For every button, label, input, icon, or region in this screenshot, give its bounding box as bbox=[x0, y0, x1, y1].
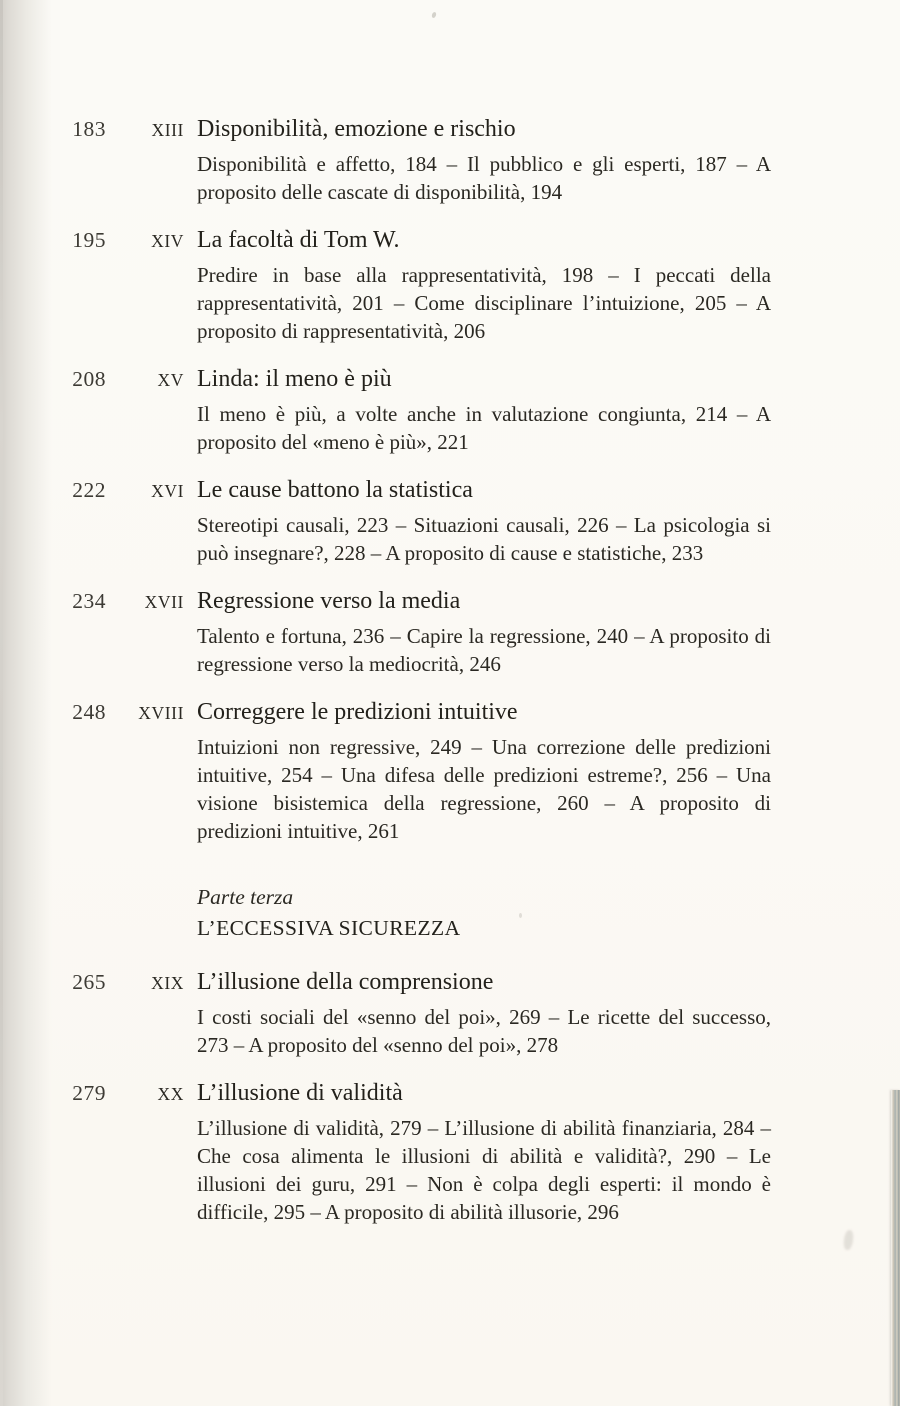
part-divider bbox=[197, 882, 772, 944]
entry-page-number: 265 bbox=[72, 970, 106, 994]
entry-head bbox=[60, 1076, 772, 1111]
entry-page-number: 183 bbox=[72, 117, 106, 141]
chapter-title: Le cause battono la statistica bbox=[197, 477, 473, 503]
page-edge-strip bbox=[891, 1090, 900, 1406]
chapter-title: L’illusione della comprensione bbox=[197, 969, 494, 995]
toc-entry-xix bbox=[60, 965, 772, 1059]
subsection-list: Stereotipi causali, 223 – Situazioni causali, 226 – La psicologia si può insegnare?, 228 – A proposito di cause e statistiche, 233 bbox=[197, 513, 771, 565]
entry-page-number: 195 bbox=[72, 228, 106, 252]
subsection-list: Disponibilità e affetto, 184 – Il pubblico e gli esperti, 187 – A proposito delle cascate di disponibilità, 194 bbox=[197, 152, 771, 204]
entry-head bbox=[60, 362, 772, 397]
subsection-list: Intuizioni non regressive, 249 – Una correzione delle predizioni intuitive, 254 – Una difesa delle predizioni estreme?, 256 – Una visione bisistemica della regressione, 260 – A proposito di predizioni intuitive, 261 bbox=[197, 735, 771, 843]
chapter-title: La facoltà di Tom W. bbox=[197, 227, 400, 253]
subsection-list: Talento e fortuna, 236 – Capire la regressione, 240 – A proposito di regressione verso la mediocrità, 246 bbox=[197, 624, 771, 676]
toc-entry-xx bbox=[60, 1076, 772, 1226]
entry-head bbox=[60, 223, 772, 258]
entry-head bbox=[60, 584, 772, 619]
toc-entry-xvi bbox=[60, 473, 772, 567]
chapter-numeral: XIII bbox=[151, 120, 184, 140]
chapter-title: Correggere le predizioni intuitive bbox=[197, 699, 518, 725]
entry-head bbox=[60, 965, 772, 1000]
entry-page-number: 208 bbox=[72, 367, 106, 391]
chapter-title: L’illusione di validità bbox=[197, 1080, 403, 1106]
chapter-numeral: XVI bbox=[151, 481, 184, 501]
table-of-contents bbox=[60, 112, 772, 1243]
book-gutter-shadow bbox=[0, 0, 52, 1406]
toc-entry-xviii bbox=[60, 695, 772, 845]
chapter-title: Regressione verso la media bbox=[197, 588, 461, 614]
entry-page-number: 248 bbox=[72, 700, 106, 724]
subsection-list: I costi sociali del «senno del poi», 269 – Le ricette del successo, 273 – A proposito del «senno del poi», 278 bbox=[197, 1005, 771, 1057]
chapter-numeral: XIX bbox=[151, 973, 184, 993]
entry-page-number: 222 bbox=[72, 478, 106, 502]
entry-head bbox=[60, 112, 772, 147]
chapter-numeral: XV bbox=[157, 370, 184, 390]
scan-smudge bbox=[843, 1229, 855, 1250]
chapter-numeral: XVIII bbox=[138, 703, 184, 723]
entry-page-number: 279 bbox=[72, 1081, 106, 1105]
chapter-numeral: XIV bbox=[151, 231, 184, 251]
scan-speck bbox=[431, 11, 437, 18]
subsection-list: Il meno è più, a volte anche in valutazione congiunta, 214 – A proposito del «meno è più», 221 bbox=[197, 402, 771, 454]
part-label: Parte terza bbox=[197, 885, 294, 909]
entry-head bbox=[60, 473, 772, 508]
part-title: L’ECCESSIVA SICUREZZA bbox=[197, 916, 461, 940]
chapter-numeral: XVII bbox=[144, 592, 184, 612]
toc-entry-xiv bbox=[60, 223, 772, 345]
toc-entry-xvii bbox=[60, 584, 772, 678]
subsection-list: L’illusione di validità, 279 – L’illusione di abilità finanziaria, 284 – Che cosa alimenta le illusioni di abilità e validità?, 290 – Le illusioni dei guru, 291 – Non è colpa degli esperti: il mondo è difficile, 295 – A proposito di abilità illusorie, 296 bbox=[197, 1116, 771, 1224]
subsection-list: Predire in base alla rappresentatività, 198 – I peccati della rappresentatività, 201 – Come disciplinare l’intuizione, 205 – A proposito di rappresentatività, 206 bbox=[197, 263, 771, 343]
chapter-title: Disponibilità, emozione e rischio bbox=[197, 116, 516, 142]
toc-entry-xv bbox=[60, 362, 772, 456]
entry-page-number: 234 bbox=[72, 589, 106, 613]
chapter-numeral: XX bbox=[157, 1084, 184, 1104]
chapter-title: Linda: il meno è più bbox=[197, 366, 392, 392]
entry-head bbox=[60, 695, 772, 730]
toc-entry-xiii bbox=[60, 112, 772, 206]
